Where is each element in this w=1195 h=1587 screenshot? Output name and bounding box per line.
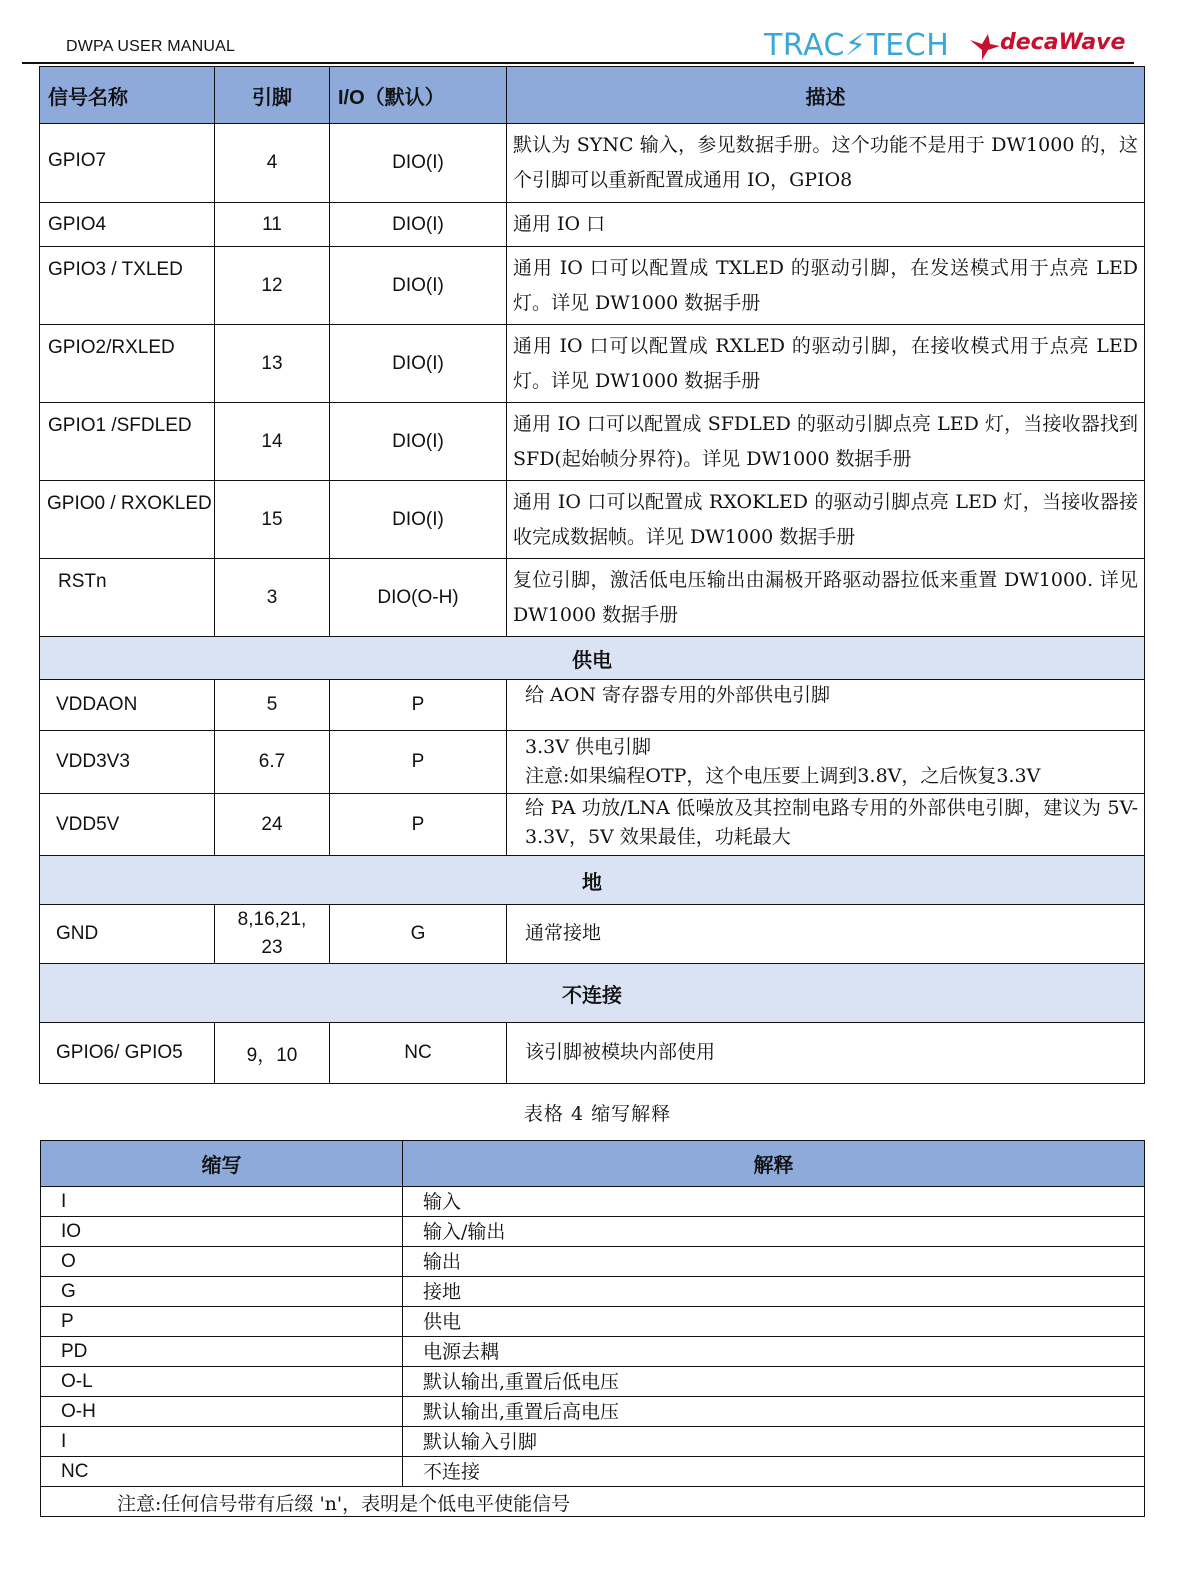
pin-description-table bbox=[39, 66, 1145, 1084]
pin-cell: 6.7 bbox=[215, 731, 330, 794]
note-row bbox=[41, 1487, 1145, 1517]
explain-cell: 默认输入引脚 bbox=[403, 1427, 1145, 1457]
description-cell: 给 AON 寄存器专用的外部供电引脚 bbox=[507, 680, 1145, 731]
table-row bbox=[41, 1277, 1145, 1307]
abbr-cell: PD bbox=[41, 1337, 403, 1367]
tractech-logo-trac: TRAC bbox=[764, 28, 845, 63]
tractech-logo bbox=[764, 28, 949, 63]
description-cell: 通常接地 bbox=[507, 905, 1145, 964]
description-cell bbox=[507, 731, 1145, 794]
abbr-cell: P bbox=[41, 1307, 403, 1337]
signal-cell: GND bbox=[40, 905, 215, 964]
pin-cell: 5 bbox=[215, 680, 330, 731]
description-cell: 复位引脚，激活低电压输出由漏极开路驱动器拉低来重置 DW1000. 详见 DW1000 数据手册 bbox=[507, 559, 1145, 637]
table-row bbox=[40, 680, 1145, 731]
explain-cell: 默认输出,重置后高电压 bbox=[403, 1397, 1145, 1427]
table-row bbox=[40, 325, 1145, 403]
table-row bbox=[40, 905, 1145, 964]
abbr-cell: O-L bbox=[41, 1367, 403, 1397]
table-row bbox=[40, 124, 1145, 203]
description-cell: 默认为 SYNC 输入，参见数据手册。这个功能不是用于 DW1000 的，这个引脚可以重新配置成通用 IO，GPIO8 bbox=[507, 124, 1145, 203]
decawave-logo bbox=[968, 28, 1128, 62]
abbr-cell: O-H bbox=[41, 1397, 403, 1427]
table-caption: 表格 4 缩写解释 bbox=[523, 1103, 672, 1125]
explain-cell: 输入/输出 bbox=[403, 1217, 1145, 1247]
header-pin: 引脚 bbox=[215, 67, 330, 124]
io-cell: DIO(I) bbox=[330, 124, 507, 203]
signal-cell: VDDAON bbox=[40, 680, 215, 731]
section-row-ground bbox=[40, 856, 1145, 905]
signal-cell: GPIO1 /SFDLED bbox=[40, 403, 215, 481]
description-line: 3.3V 供电引脚 bbox=[525, 736, 651, 758]
pin-cell: 11 bbox=[215, 203, 330, 247]
description-cell: 通用 IO 口可以配置成 RXLED 的驱动引脚，在接收模式用于点亮 LED 灯。详见 DW1000 数据手册 bbox=[507, 325, 1145, 403]
io-cell: DIO(I) bbox=[330, 481, 507, 559]
table-row bbox=[40, 794, 1145, 856]
header-abbreviation: 缩写 bbox=[41, 1141, 403, 1187]
table-row bbox=[41, 1307, 1145, 1337]
io-cell: P bbox=[330, 794, 507, 856]
pin-cell: 15 bbox=[215, 481, 330, 559]
table-row bbox=[40, 1023, 1145, 1084]
table-row bbox=[40, 203, 1145, 247]
description-cell: 通用 IO 口 bbox=[507, 203, 1145, 247]
description-cell: 通用 IO 口可以配置成 TXLED 的驱动引脚，在发送模式用于点亮 LED 灯。详见 DW1000 数据手册 bbox=[507, 247, 1145, 325]
pin-cell: 14 bbox=[215, 403, 330, 481]
signal-cell: RSTn bbox=[40, 559, 215, 637]
section-title-nc: 不连接 bbox=[40, 964, 1145, 1023]
decawave-logo-text: decaWave bbox=[1000, 30, 1126, 55]
signal-cell: GPIO3 / TXLED bbox=[40, 247, 215, 325]
table-row bbox=[41, 1337, 1145, 1367]
pin-line: 23 bbox=[261, 937, 283, 958]
table-row bbox=[41, 1217, 1145, 1247]
signal-cell: GPIO2/RXLED bbox=[40, 325, 215, 403]
abbr-cell: G bbox=[41, 1277, 403, 1307]
manual-title: DWPA USER MANUAL bbox=[66, 38, 236, 55]
explain-cell: 输入 bbox=[403, 1187, 1145, 1217]
pin-cell: 4 bbox=[215, 124, 330, 203]
pin-cell bbox=[215, 905, 330, 964]
description-cell: 通用 IO 口可以配置成 RXOKLED 的驱动引脚点亮 LED 灯，当接收器接收完成数据帧。详见 DW1000 数据手册 bbox=[507, 481, 1145, 559]
signal-cell: GPIO7 bbox=[40, 124, 215, 203]
io-cell: DIO(I) bbox=[330, 247, 507, 325]
pin-cell: 3 bbox=[215, 559, 330, 637]
header-io-default: I/O（默认） bbox=[330, 67, 507, 124]
tractech-logo-tech: TECH bbox=[866, 28, 950, 63]
signal-cell: GPIO6/ GPIO5 bbox=[40, 1023, 215, 1084]
section-title-ground: 地 bbox=[40, 856, 1145, 905]
table-row bbox=[41, 1247, 1145, 1277]
io-cell: DIO(I) bbox=[330, 403, 507, 481]
section-title-power: 供电 bbox=[40, 637, 1145, 680]
abbr-table-header-row bbox=[41, 1141, 1145, 1187]
abbr-cell: NC bbox=[41, 1457, 403, 1487]
io-cell: G bbox=[330, 905, 507, 964]
signal-cell: GPIO4 bbox=[40, 203, 215, 247]
header-explanation: 解释 bbox=[403, 1141, 1145, 1187]
decawave-bird-icon bbox=[968, 30, 1002, 62]
section-row-power bbox=[40, 637, 1145, 680]
description-cell: 该引脚被模块内部使用 bbox=[507, 1023, 1145, 1084]
header-description: 描述 bbox=[507, 67, 1145, 124]
explain-cell: 电源去耦 bbox=[403, 1337, 1145, 1367]
header-signal-name: 信号名称 bbox=[40, 67, 215, 124]
io-cell: P bbox=[330, 731, 507, 794]
abbr-cell: I bbox=[41, 1187, 403, 1217]
io-cell: DIO(I) bbox=[330, 325, 507, 403]
signal-cell: VDD5V bbox=[40, 794, 215, 856]
section-row-nc bbox=[40, 964, 1145, 1023]
explain-cell: 接地 bbox=[403, 1277, 1145, 1307]
table-row bbox=[40, 731, 1145, 794]
description-line: 注意:如果编程OTP，这个电压要上调到3.8V，之后恢复3.3V bbox=[525, 765, 1041, 787]
table-row bbox=[40, 559, 1145, 637]
pin-cell: 12 bbox=[215, 247, 330, 325]
explain-cell: 供电 bbox=[403, 1307, 1145, 1337]
io-cell: NC bbox=[330, 1023, 507, 1084]
table-row bbox=[41, 1397, 1145, 1427]
active-low-note: 注意:任何信号带有后缀 'n'，表明是个低电平使能信号 bbox=[41, 1487, 1145, 1517]
pin-table-header-row bbox=[40, 67, 1145, 124]
io-cell: P bbox=[330, 680, 507, 731]
description-cell: 给 PA 功放/LNA 低噪放及其控制电路专用的外部供电引脚，建议为 5V-3.3V，5V 效果最佳，功耗最大 bbox=[507, 794, 1145, 856]
pin-line: 8,16,21, bbox=[237, 909, 307, 930]
pin-cell: 24 bbox=[215, 794, 330, 856]
signal-cell: VDD3V3 bbox=[40, 731, 215, 794]
io-cell: DIO(O-H) bbox=[330, 559, 507, 637]
abbreviation-table bbox=[40, 1140, 1145, 1517]
description-cell: 通用 IO 口可以配置成 SFDLED 的驱动引脚点亮 LED 灯，当接收器找到 SFD(起始帧分界符)。详见 DW1000 数据手册 bbox=[507, 403, 1145, 481]
abbr-cell: I bbox=[41, 1427, 403, 1457]
table-row bbox=[40, 481, 1145, 559]
table-row bbox=[41, 1427, 1145, 1457]
table-row bbox=[41, 1187, 1145, 1217]
pin-cell: 13 bbox=[215, 325, 330, 403]
signal-cell: GPIO0 / RXOKLED bbox=[40, 481, 215, 559]
header-rule bbox=[22, 62, 1134, 64]
abbr-cell: IO bbox=[41, 1217, 403, 1247]
table-row bbox=[41, 1457, 1145, 1487]
io-cell: DIO(I) bbox=[330, 203, 507, 247]
abbr-cell: O bbox=[41, 1247, 403, 1277]
tractech-logo-mark: ⚡ bbox=[844, 28, 867, 63]
table-row bbox=[41, 1367, 1145, 1397]
table-row bbox=[40, 247, 1145, 325]
explain-cell: 输出 bbox=[403, 1247, 1145, 1277]
explain-cell: 默认输出,重置后低电压 bbox=[403, 1367, 1145, 1397]
explain-cell: 不连接 bbox=[403, 1457, 1145, 1487]
pin-cell: 9，10 bbox=[215, 1023, 330, 1084]
table-row bbox=[40, 403, 1145, 481]
